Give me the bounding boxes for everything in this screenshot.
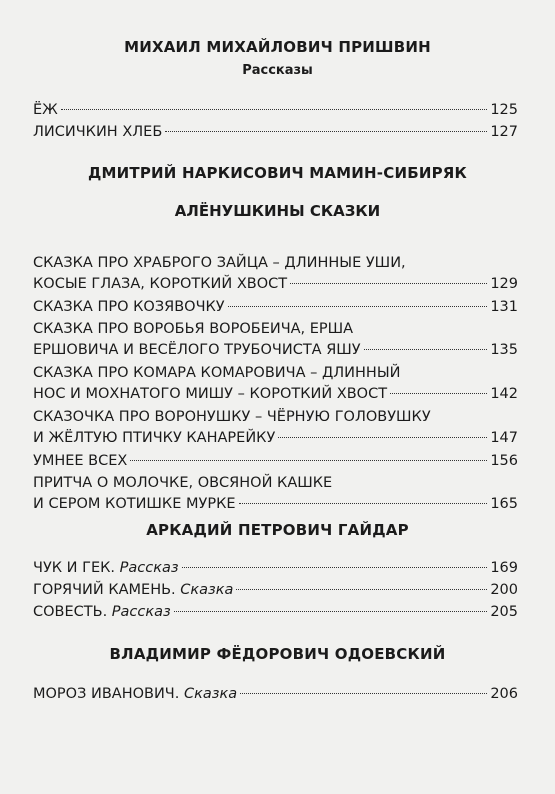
leader-dots: [228, 306, 488, 307]
author-heading: ВЛАДИМИР ФЁДОРОВИЧ ОДОЕВСКИЙ: [109, 645, 446, 663]
leader-dots: [236, 589, 487, 590]
entry-title: ЧУК И ГЕК.: [33, 560, 116, 576]
toc-entry: [33, 297, 518, 318]
entry-title-line: СКАЗКА ПРО ВОРОБЬЯ ВОРОБЕИЧА, ЕРША: [33, 321, 354, 337]
toc-entry: [33, 558, 518, 579]
page-number: 147: [490, 430, 518, 446]
entry-title: ЁЖ: [33, 102, 58, 118]
author-heading: ДМИТРИЙ НАРКИСОВИЧ МАМИН-СИБИРЯК: [87, 164, 467, 182]
page-number: 125: [490, 102, 518, 118]
entry-title: МОРОЗ ИВАНОВИЧ.: [33, 686, 180, 702]
toc-entry: [33, 407, 518, 449]
page-number: 135: [490, 342, 518, 358]
entry-title-line: СКАЗКА ПРО ХРАБРОГО ЗАЙЦА – ДЛИННЫЕ УШИ,: [33, 255, 406, 271]
entry-title-line: СКАЗКА ПРО КОМАРА КОМАРОВИЧА – ДЛИННЫЙ: [33, 365, 401, 381]
entry-title: ГОРЯЧИЙ КАМЕНЬ.: [33, 582, 176, 598]
toc-entry: [33, 363, 518, 405]
page-number: 142: [490, 386, 518, 402]
toc-entry: [33, 473, 518, 515]
author-heading: МИХАИЛ МИХАЙЛОВИЧ ПРИШВИН: [124, 38, 431, 56]
entry-title: И ЖЁЛТУЮ ПТИЧКУ КАНАРЕЙКУ: [33, 430, 276, 446]
page-number: 165: [490, 496, 518, 512]
toc-entry: [33, 602, 518, 623]
page-number: 156: [490, 453, 518, 469]
toc-entry: [33, 253, 518, 295]
entry-title: КОСЫЕ ГЛАЗА, КОРОТКИЙ ХВОСТ: [33, 276, 288, 292]
entry-title: НОС И МОХНАТОГО МИШУ – КОРОТКИЙ ХВОСТ: [33, 386, 388, 402]
toc-entry: [33, 100, 518, 121]
toc-entry: [33, 451, 518, 472]
leader-dots: [239, 503, 488, 504]
leader-dots: [130, 460, 487, 461]
entry-title: И СЕРОМ КОТИШКЕ МУРКЕ: [33, 496, 236, 512]
page-number: 129: [490, 276, 518, 292]
leader-dots: [278, 437, 487, 438]
leader-dots: [165, 131, 487, 132]
entry-title: ЛИСИЧКИН ХЛЕБ: [33, 124, 163, 140]
entry-genre: Сказка: [183, 686, 238, 702]
page-number: 205: [490, 604, 518, 620]
leader-dots: [240, 693, 487, 694]
page-number: 206: [490, 686, 518, 702]
entry-title: ЕРШОВИЧА И ВЕСЁЛОГО ТРУБОЧИСТА ЯШУ: [33, 342, 361, 358]
leader-dots: [390, 393, 487, 394]
entry-title: СОВЕСТЬ.: [33, 604, 108, 620]
entry-title: УМНЕЕ ВСЕХ: [33, 453, 128, 469]
leader-dots: [182, 567, 488, 568]
page-number: 131: [490, 299, 518, 315]
toc-entry: [33, 684, 518, 705]
toc-entry: [33, 319, 518, 361]
entry-title-line: СКАЗОЧКА ПРО ВОРОНУШКУ – ЧЁРНУЮ ГОЛОВУШКУ: [33, 409, 431, 425]
toc-entry: [33, 122, 518, 143]
leader-dots: [290, 283, 487, 284]
leader-dots: [61, 109, 488, 110]
leader-dots: [364, 349, 488, 350]
author-heading: АРКАДИЙ ПЕТРОВИЧ ГАЙДАР: [146, 521, 409, 539]
page-number: 169: [490, 560, 518, 576]
page-number: 127: [490, 124, 518, 140]
section-subtitle: Рассказы: [242, 63, 313, 78]
leader-dots: [174, 611, 488, 612]
collection-title: АЛЁНУШКИНЫ СКАЗКИ: [174, 202, 381, 220]
entry-genre: Сказка: [180, 582, 234, 598]
toc-entry: [33, 580, 518, 601]
entry-genre: Рассказ: [111, 604, 171, 620]
entry-title-line: ПРИТЧА О МОЛОЧКЕ, ОВСЯНОЙ КАШКЕ: [33, 475, 333, 491]
page-number: 200: [490, 582, 518, 598]
entry-genre: Рассказ: [119, 560, 179, 576]
entry-title: СКАЗКА ПРО КОЗЯВОЧКУ: [33, 299, 225, 315]
